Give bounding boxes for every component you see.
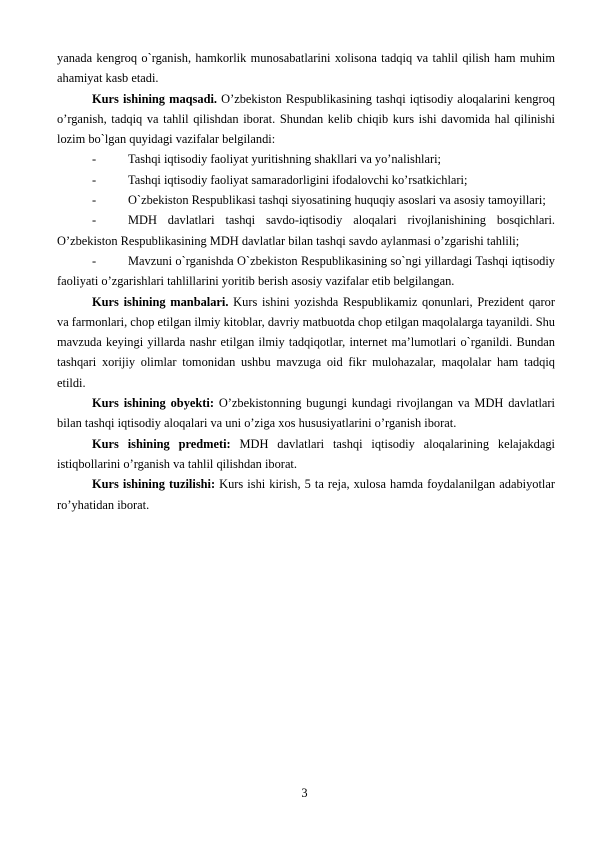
sources-paragraph [57,292,555,393]
purpose-text: O’zbekiston Respublikasining tashqi iqtisodiy aloqalarini kengroq o’rganish, tadqiq va tahlil qilishdan iborat. Shundan kelib chiqib kurs ishi davomida hal qilinishi lozim bo`lgan quyidagi vazifalar belgilandi: [57,91,556,147]
purpose-paragraph [57,89,555,150]
subject-text: MDH davlatlari tashqi iqtisodiy aloqalarining kelajakdagi istiqbollarini o’rganish va tahlil qilishdan iborat. [57,436,555,471]
sources-heading: Kurs ishining manbalari. [92,294,229,309]
structure-heading: Kurs ishining tuzilishi: [92,477,216,492]
list-dash: - [92,152,97,167]
list-item [57,190,555,210]
list-item-text: MDH davlatlari tashqi savdo-iqtisodiy aloqalari rivojlanishining bosqichlari. O’zbekiston Respublikasining MDH davlatlar bilan tashqi savdo aylanmasi o’zgarishi tahlili; [57,213,555,248]
list-item [57,170,555,190]
object-text: O’zbekistonning bugungi kundagi rivojlangan va MDH davlatlari bilan tashqi iqtisodiy aloqalari va uni o’ziga xos hususiyatlarini o’rganish iborat. [57,396,555,431]
subject-heading: Kurs ishining predmeti: [92,436,231,451]
object-paragraph [57,393,555,434]
list-dash: - [92,172,97,187]
list-dash: - [92,253,97,268]
subject-paragraph [57,434,555,475]
purpose-heading: Kurs ishining maqsadi. [92,91,218,106]
list-item [57,251,555,292]
sources-text: Kurs ishini yozishda Respublikamiz qonunlari, Prezident qaror va farmonlari, chop etilgan ilmiy kitoblar, davriy matbuotda chop etilgan maqolalarga tayanildi. Shu mavzuda keyingi yillarda nashr etilgan ilmiy tadqiqotlar, internet ma’lumotlari o`rganildi. Bundan tashqari xorijiy olimlar tomonidan ushbu mavzuga oid fikr mulohazalar, maqolalar ham tadqiq etildi. [57,294,555,390]
object-heading: Kurs ishining obyekti: [92,396,214,411]
tasks-list [57,149,555,291]
list-dash: - [92,213,97,228]
list-item-text: Tashqi iqtisodiy faoliyat samaradorligini ifodalovchi ko’rsatkichlari; [128,172,468,187]
list-item-text: Tashqi iqtisodiy faoliyat yuritishning shakllari va yo’nalishlari; [128,152,441,167]
list-item [57,149,555,169]
document-page [57,48,555,515]
list-item-text: O`zbekiston Respublikasi tashqi siyosatining huquqiy asoslari va asosiy tamoyillari; [128,193,546,208]
list-item [57,210,555,251]
list-dash: - [92,193,97,208]
intro-continuation-paragraph: yanada kengroq o`rganish, hamkorlik munosabatlarini xolisona tadqiq va tahlil qilish ham muhim ahamiyat kasb etadi. [57,51,555,86]
structure-text: Kurs ishi kirish, 5 ta reja, xulosa hamda foydalanilgan adabiyotlar ro’yhatidan iborat. [57,477,555,512]
page-number: 3 [301,786,308,800]
list-item-text: Mavzuni o`rganishda O`zbekiston Respublikasining so`ngi yillardagi Tashqi iqtisodiy faoliyati o’zgarishlari tahlillarini yoritib berish asosiy vazifalar etib belgilangan. [57,253,555,289]
structure-paragraph [57,474,555,515]
